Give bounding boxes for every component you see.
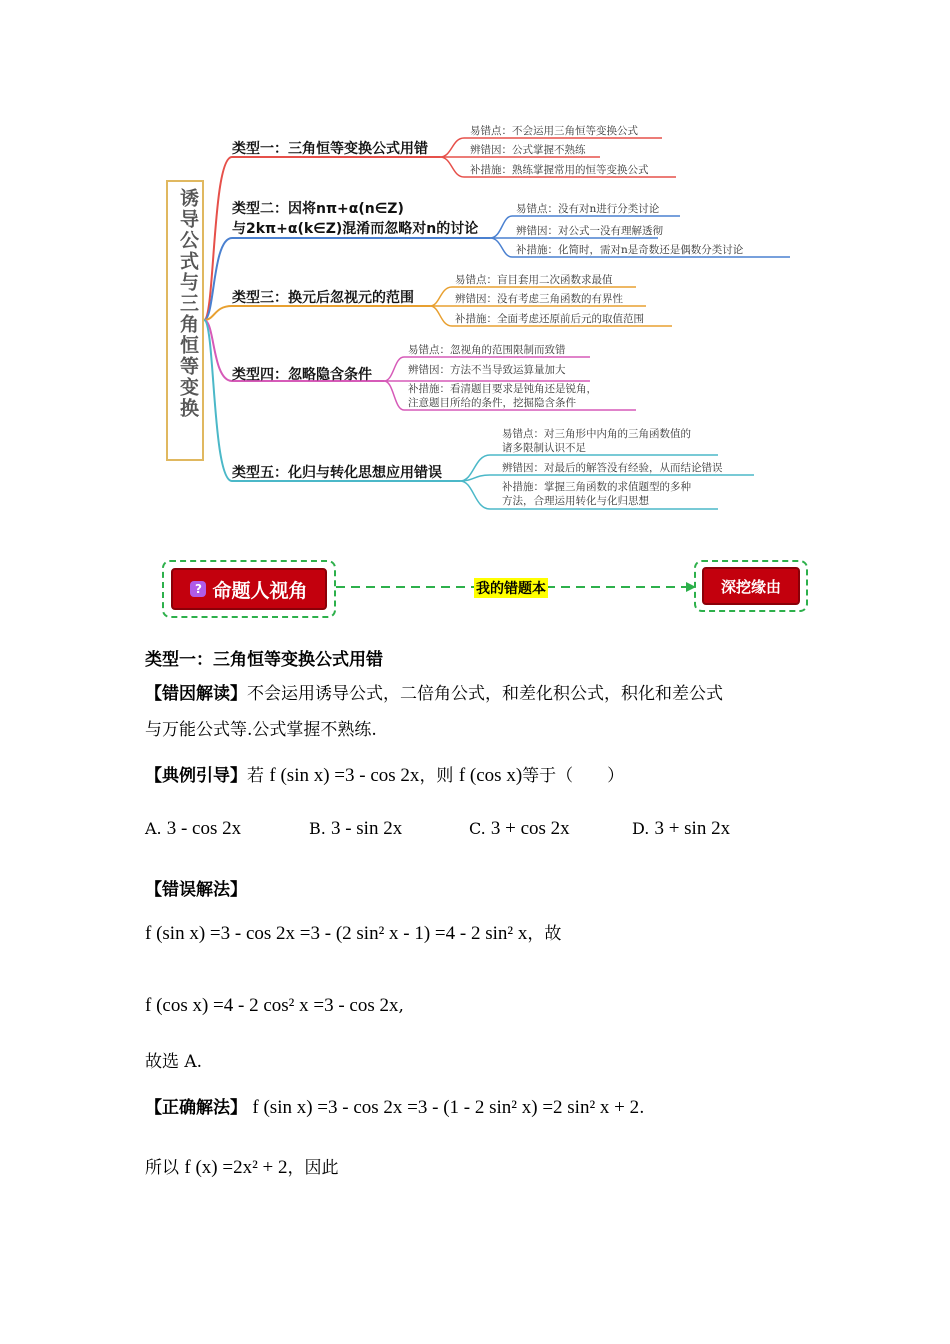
mindmap-type-2-line1: 类型二：因将nπ+α(n∈Z) <box>232 201 404 217</box>
example-formula-2: f (cos x) <box>458 765 523 786</box>
mindmap-leaf: 方法，合理运用转化与化归思想 <box>502 495 649 507</box>
final-line <box>145 1156 339 1180</box>
wrong-line-1 <box>145 922 561 946</box>
mindmap-root-label: 诱导公式与三角恒等变换 <box>177 188 199 419</box>
question-icon: ? <box>190 581 206 597</box>
mindmap-leaf: 辨错因：公式掌握不熟练 <box>470 144 586 156</box>
mindmap-leaf: 易错点：不会运用三角恒等变换公式 <box>470 125 638 137</box>
mindmap-leaf: 补措施：掌握三角函数的求值题型的多种 <box>502 481 691 493</box>
mindmap-connectors <box>0 0 950 540</box>
final-suffix: ，因此 <box>287 1158 339 1178</box>
mindmap-leaf: 易错点：盲目套用二次函数求最值 <box>455 274 613 286</box>
mindmap-type-4: 类型四：忽略隐含条件 <box>232 367 372 383</box>
wrong-formula-2: f (cos x) =4 - 2 cos² x =3 - cos 2x <box>145 995 399 1016</box>
option-expr: 3 + sin 2x <box>654 818 731 839</box>
option-expr: 3 + cos 2x <box>490 818 570 839</box>
proposer-view-label: 命题人视角 <box>212 579 308 602</box>
my-mistakes-label: 我的错题本 <box>474 578 548 598</box>
mindmap-leaf: 易错点：没有对n进行分类讨论 <box>516 203 660 215</box>
wrong-solution-label: 【错误解法】 <box>145 880 247 900</box>
example-formula-1: f (sin x) =3 - cos 2x <box>269 765 420 786</box>
mindmap-type-1: 类型一：三角恒等变换公式用错 <box>232 141 428 157</box>
option-d <box>632 818 730 840</box>
dig-reason-button[interactable] <box>702 567 800 605</box>
reason-paragraph-line2: 与万能公式等.公式掌握不熟练. <box>145 720 377 740</box>
reason-text: 不会运用诱导公式，二倍角公式，和差化积公式，积化和差公式 <box>247 684 723 704</box>
wrong-formula-1: f (sin x) =3 - cos 2x =3 - (2 sin² x - 1) =4 - 2 sin² x <box>145 923 528 944</box>
option-letter: B. <box>309 819 326 838</box>
mindmap-type-3: 类型三：换元后忽视元的范围 <box>232 290 414 306</box>
example-paragraph <box>145 764 624 788</box>
option-c <box>469 818 570 840</box>
reason-label: 【错因解读】 <box>145 684 247 704</box>
option-letter: A. <box>145 819 162 838</box>
mindmap-leaf: 补措施：熟练掌握常用的恒等变换公式 <box>470 164 649 176</box>
mindmap-leaf: 辨错因：没有考虑三角函数的有界性 <box>455 293 623 305</box>
final-formula: f (x) =2x² + 2 <box>184 1157 288 1178</box>
option-letter: C. <box>469 819 486 838</box>
option-expr: 3 - sin 2x <box>330 818 403 839</box>
wrong-line-1-suffix: ，故 <box>527 924 562 944</box>
section-heading: 类型一：三角恒等变换公式用错 <box>145 650 383 670</box>
final-prefix: 所以 <box>145 1158 179 1178</box>
option-b <box>309 818 402 840</box>
mindmap-root <box>166 180 204 461</box>
example-suffix: 等于（ ） <box>522 766 625 786</box>
option-letter: D. <box>632 819 650 838</box>
wrong-conclusion: 故选 A. <box>145 1052 203 1072</box>
mindmap-leaf: 辨错因：对公式一没有理解透彻 <box>516 225 663 237</box>
mindmap-type-2-line2: 与2kπ+α(k∈Z)混淆而忽略对n的讨论 <box>232 221 479 237</box>
mindmap-leaf: 易错点：忽视角的范围限制而致错 <box>408 344 566 356</box>
mindmap-type-5: 类型五：化归与转化思想应用错误 <box>232 465 442 481</box>
mindmap-leaf: 补措施：全面考虑还原前后元的取值范围 <box>455 313 644 325</box>
mindmap-leaf: 诸多限制认识不足 <box>502 442 586 454</box>
wrong-line-2-suffix: , <box>398 996 404 1016</box>
mindmap-leaf: 补措施：看清题目要求是钝角还是锐角， <box>408 383 597 395</box>
right-formula: f (sin x) =3 - cos 2x =3 - (1 - 2 sin² x) =2 sin² x + 2 <box>252 1097 640 1118</box>
mindmap-leaf: 辨错因：对最后的解答没有经验，从而结论错误 <box>502 462 723 474</box>
wrong-line-2 <box>145 994 404 1018</box>
option-a <box>145 818 241 840</box>
option-expr: 3 - cos 2x <box>166 818 242 839</box>
proposer-view-button[interactable] <box>171 568 327 610</box>
mindmap-leaf: 易错点：对三角形中内角的三角函数值的 <box>502 428 691 440</box>
mindmap-leaf: 补措施：化简时，需对n是奇数还是偶数分类讨论 <box>516 244 744 256</box>
reason-paragraph-line1 <box>145 682 723 706</box>
right-solution <box>145 1096 645 1120</box>
mindmap-leaf: 辨错因：方法不当导致运算量加大 <box>408 364 566 376</box>
example-mid: ，则 <box>419 766 454 786</box>
right-suffix: . <box>639 1098 645 1118</box>
example-label: 【典例引导】 <box>145 766 247 786</box>
dig-reason-label: 深挖缘由 <box>720 577 781 596</box>
mindmap-leaf: 注意题目所给的条件，挖掘隐含条件 <box>408 397 576 409</box>
right-solution-label: 【正确解法】 <box>145 1098 247 1118</box>
example-prefix: 若 <box>247 766 264 786</box>
